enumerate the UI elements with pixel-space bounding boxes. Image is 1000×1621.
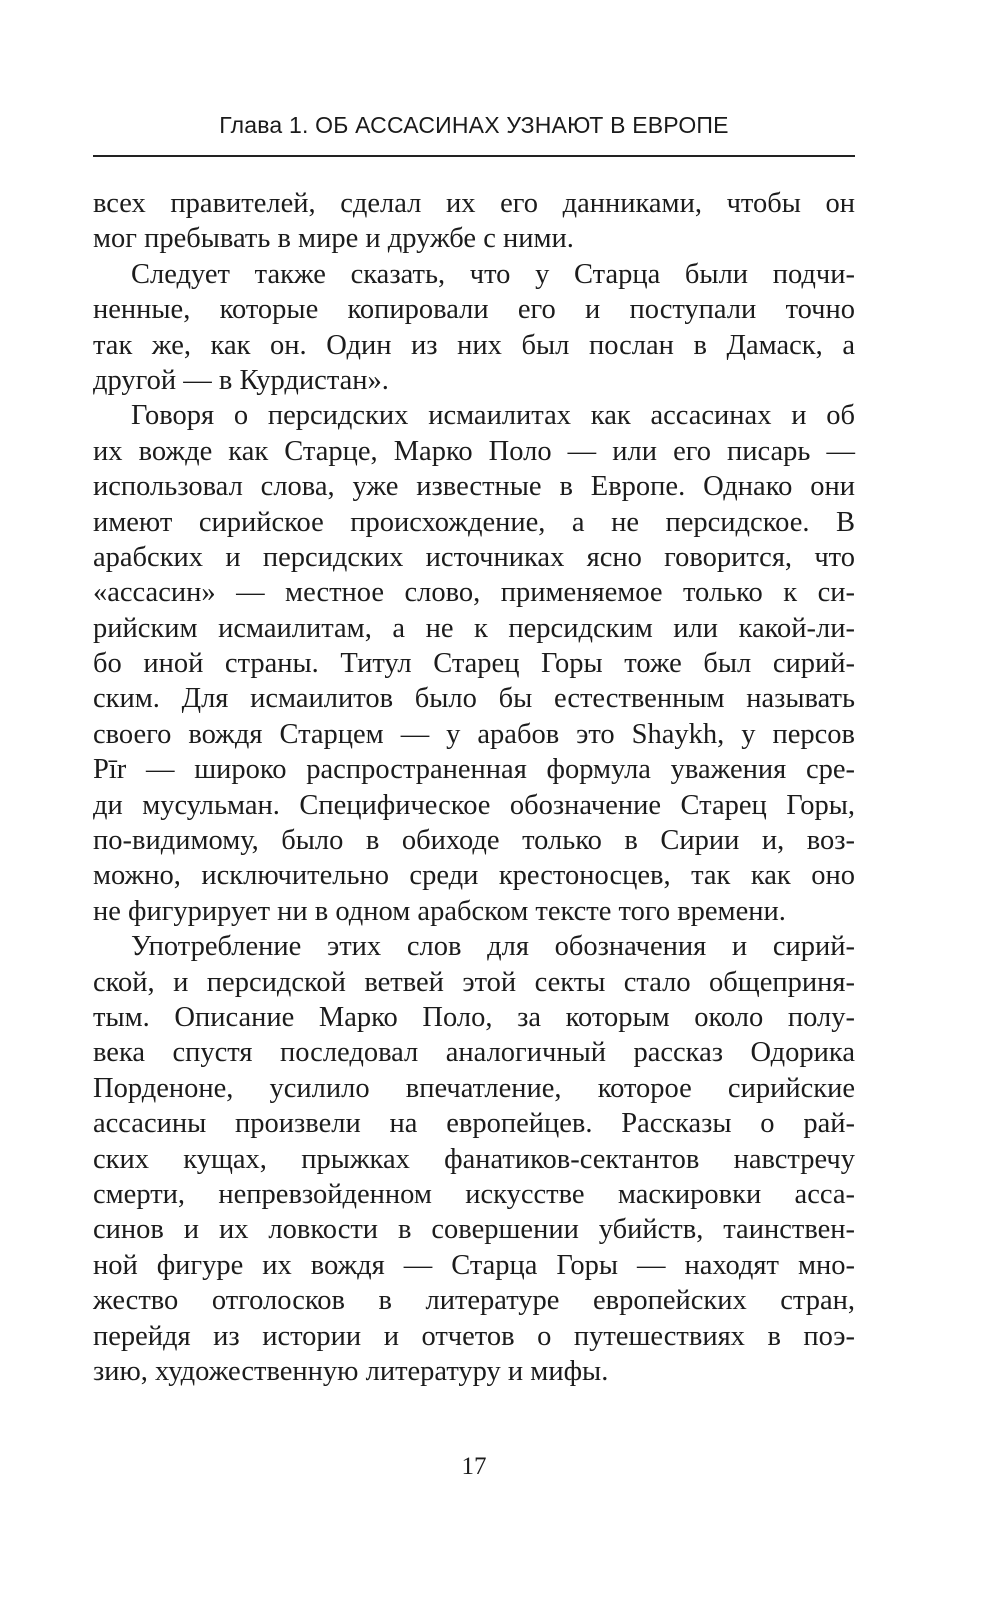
body-text: [93, 186, 855, 1389]
text-line: их вожде как Старце, Марко Поло — или его писарь —: [93, 435, 855, 467]
text-line: ной фигуре их вождя — Старца Горы — находят мно-: [93, 1249, 855, 1281]
text-line: ской, и персидской ветвей этой секты стало общеприня-: [93, 966, 855, 998]
text-line: рийским исмаилитам, а не к персидским или какой-ли-: [93, 612, 855, 644]
text-line: Pīr — широко распространенная формула уважения сре-: [93, 754, 855, 786]
text-line: ненные, которые копировали его и поступали точно: [93, 294, 855, 326]
text-line: смерти, непревзойденном искусстве маскировки асса-: [93, 1178, 855, 1210]
text-line: арабских и персидских источниках ясно говорится, что: [93, 541, 855, 573]
text-line: Употребление этих слов для обозначения и сирий-: [131, 931, 855, 963]
text-line: Порденоне, усилило впечатление, которое сирийские: [93, 1072, 855, 1104]
text-line: не фигурирует ни в одном арабском тексте того времени.: [93, 895, 786, 927]
text-line: ским. Для исмаилитов было бы естественным называть: [93, 683, 855, 715]
text-line: Следует также сказать, что у Старца были подчи-: [131, 258, 855, 290]
text-line: бо иной страны. Титул Старец Горы тоже был сирий-: [93, 648, 855, 680]
text-line: Говоря о персидских исмаилитах как ассасинах и об: [131, 400, 855, 432]
text-line: имеют сирийское происхождение, а не персидское. В: [93, 506, 855, 538]
text-line: можно, исключительно среди крестоносцев, так как оно: [93, 860, 855, 892]
page-number: 17: [461, 1453, 487, 1480]
paragraph-3: [93, 398, 855, 929]
text-line: использовал слова, уже известные в Европе. Однако они: [93, 471, 855, 503]
text-line: мог пребывать в мире и дружбе с ними.: [93, 223, 574, 255]
paragraph-2: [93, 257, 855, 399]
running-head: Глава 1. ОБ АССАСИНАХ УЗНАЮТ В ЕВРОПЕ: [219, 112, 729, 138]
text-line: ских кущах, прыжках фанатиков-сектантов навстречу: [93, 1143, 855, 1175]
text-line: так же, как он. Один из них был послан в Дамаск, а: [93, 329, 855, 361]
text-line: века спустя последовал аналогичный рассказ Одорика: [93, 1037, 855, 1069]
text-line: ди мусульман. Специфическое обозначение Старец Горы,: [93, 789, 855, 821]
text-line: перейдя из истории и отчетов о путешествиях в поэ-: [93, 1320, 855, 1352]
text-line: синов и их ловкости в совершении убийств, таинствен-: [93, 1214, 855, 1246]
paragraph-4: [93, 929, 855, 1389]
text-line: жество отголосков в литературе европейских стран,: [93, 1285, 855, 1317]
text-line: «ассасин» — местное слово, применяемое только к си-: [93, 577, 855, 609]
text-line: своего вождя Старцем — у арабов это Shaykh, у персов: [93, 718, 855, 750]
text-line: тым. Описание Марко Поло, за которым около полу-: [93, 1001, 855, 1033]
text-line: ассасины произвели на европейцев. Рассказы о рай-: [93, 1108, 855, 1140]
text-line: по-видимому, было в обиходе только в Сирии и, воз-: [93, 825, 855, 857]
text-line: зию, художественную литературу и мифы.: [93, 1355, 609, 1387]
header-rule: [93, 155, 855, 157]
text-line: другой — в Курдистан».: [93, 364, 389, 396]
text-line: всех правителей, сделал их его данниками, чтобы он: [93, 188, 855, 219]
paragraph-1: [93, 186, 855, 257]
